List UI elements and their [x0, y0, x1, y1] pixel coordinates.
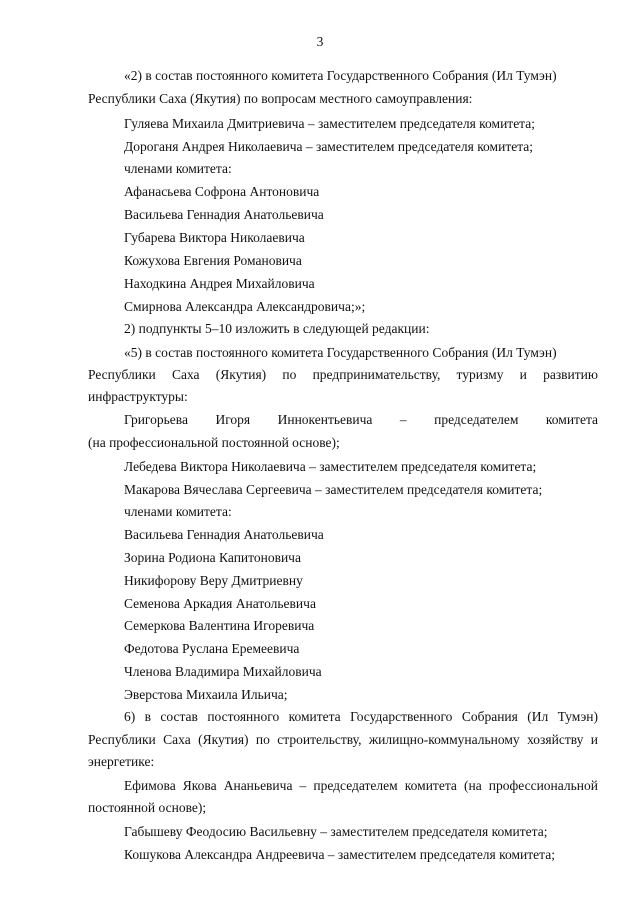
- paragraph-line: «2) в состав постоянного комитета Государственного Собрания (Ил Тумэн): [124, 68, 557, 83]
- list-item: Григорьева Игоря Иннокентьевича – председателем комитета: [124, 412, 598, 427]
- list-item: Ефимова Якова Ананьевича – председателем комитета (на профессиональной: [124, 778, 598, 793]
- list-item: Гуляева Михаила Дмитриевича – заместителем председателя комитета;: [124, 116, 535, 131]
- paragraph-line: инфраструктуры:: [88, 389, 188, 404]
- list-item: Эверстова Михаила Ильича;: [124, 687, 288, 702]
- list-item: Васильева Геннадия Анатольевича: [124, 207, 324, 222]
- paragraph-line: Республики Саха (Якутия) по строительству, жилищно-коммунальному хозяйству и: [88, 732, 598, 747]
- list-item: Зорина Родиона Капитоновича: [124, 550, 301, 565]
- page-number: 3: [316, 34, 324, 49]
- list-item: Лебедева Виктора Николаевича – заместителем председателя комитета;: [124, 459, 537, 474]
- list-item: Федотова Руслана Еремеевича: [124, 641, 300, 656]
- list-item: Макарова Вячеслава Сергеевича – заместителем председателя комитета;: [124, 482, 543, 497]
- list-heading: членами комитета:: [124, 504, 232, 519]
- list-item: Семенова Аркадия Анатольевича: [124, 596, 316, 611]
- list-item: Никифорову Веру Дмитриевну: [124, 573, 303, 588]
- paragraph-line: 6) в состав постоянного комитета Государственного Собрания (Ил Тумэн): [124, 709, 598, 724]
- paragraph-line: энергетике:: [88, 754, 155, 769]
- list-item: Кожухова Евгения Романовича: [124, 253, 302, 268]
- list-item: Находкина Андрея Михайловича: [124, 276, 315, 291]
- paragraph-line: Республики Саха (Якутия) по предпринимательству, туризму и развитию: [88, 367, 598, 382]
- list-item: Васильева Геннадия Анатольевича: [124, 527, 324, 542]
- list-item: Семеркова Валентина Игоревича: [124, 618, 315, 633]
- list-heading: членами комитета:: [124, 161, 232, 176]
- paragraph-line: 2) подпункты 5–10 изложить в следующей редакции:: [124, 321, 430, 336]
- list-item: (на профессиональной постоянной основе);: [88, 435, 340, 450]
- list-item: Афанасьева Софрона Антоновича: [124, 184, 320, 199]
- list-item: Габышеву Феодосию Васильевну – заместителем председателя комитета;: [124, 824, 548, 839]
- list-item: Членова Владимира Михайловича: [124, 664, 322, 679]
- paragraph-line: «5) в состав постоянного комитета Государственного Собрания (Ил Тумэн): [124, 345, 557, 360]
- list-item: Дороганя Андрея Николаевича – заместителем председателя комитета;: [124, 139, 534, 154]
- paragraph-line: Республики Саха (Якутия) по вопросам местного самоуправления:: [88, 91, 473, 106]
- list-item: Губарева Виктора Николаевича: [124, 230, 305, 245]
- list-item: постоянной основе);: [88, 800, 207, 815]
- list-item: Кошукова Александра Андреевича – заместителем председателя комитета;: [124, 847, 555, 862]
- list-item: Смирнова Александра Александровича;»;: [124, 299, 366, 314]
